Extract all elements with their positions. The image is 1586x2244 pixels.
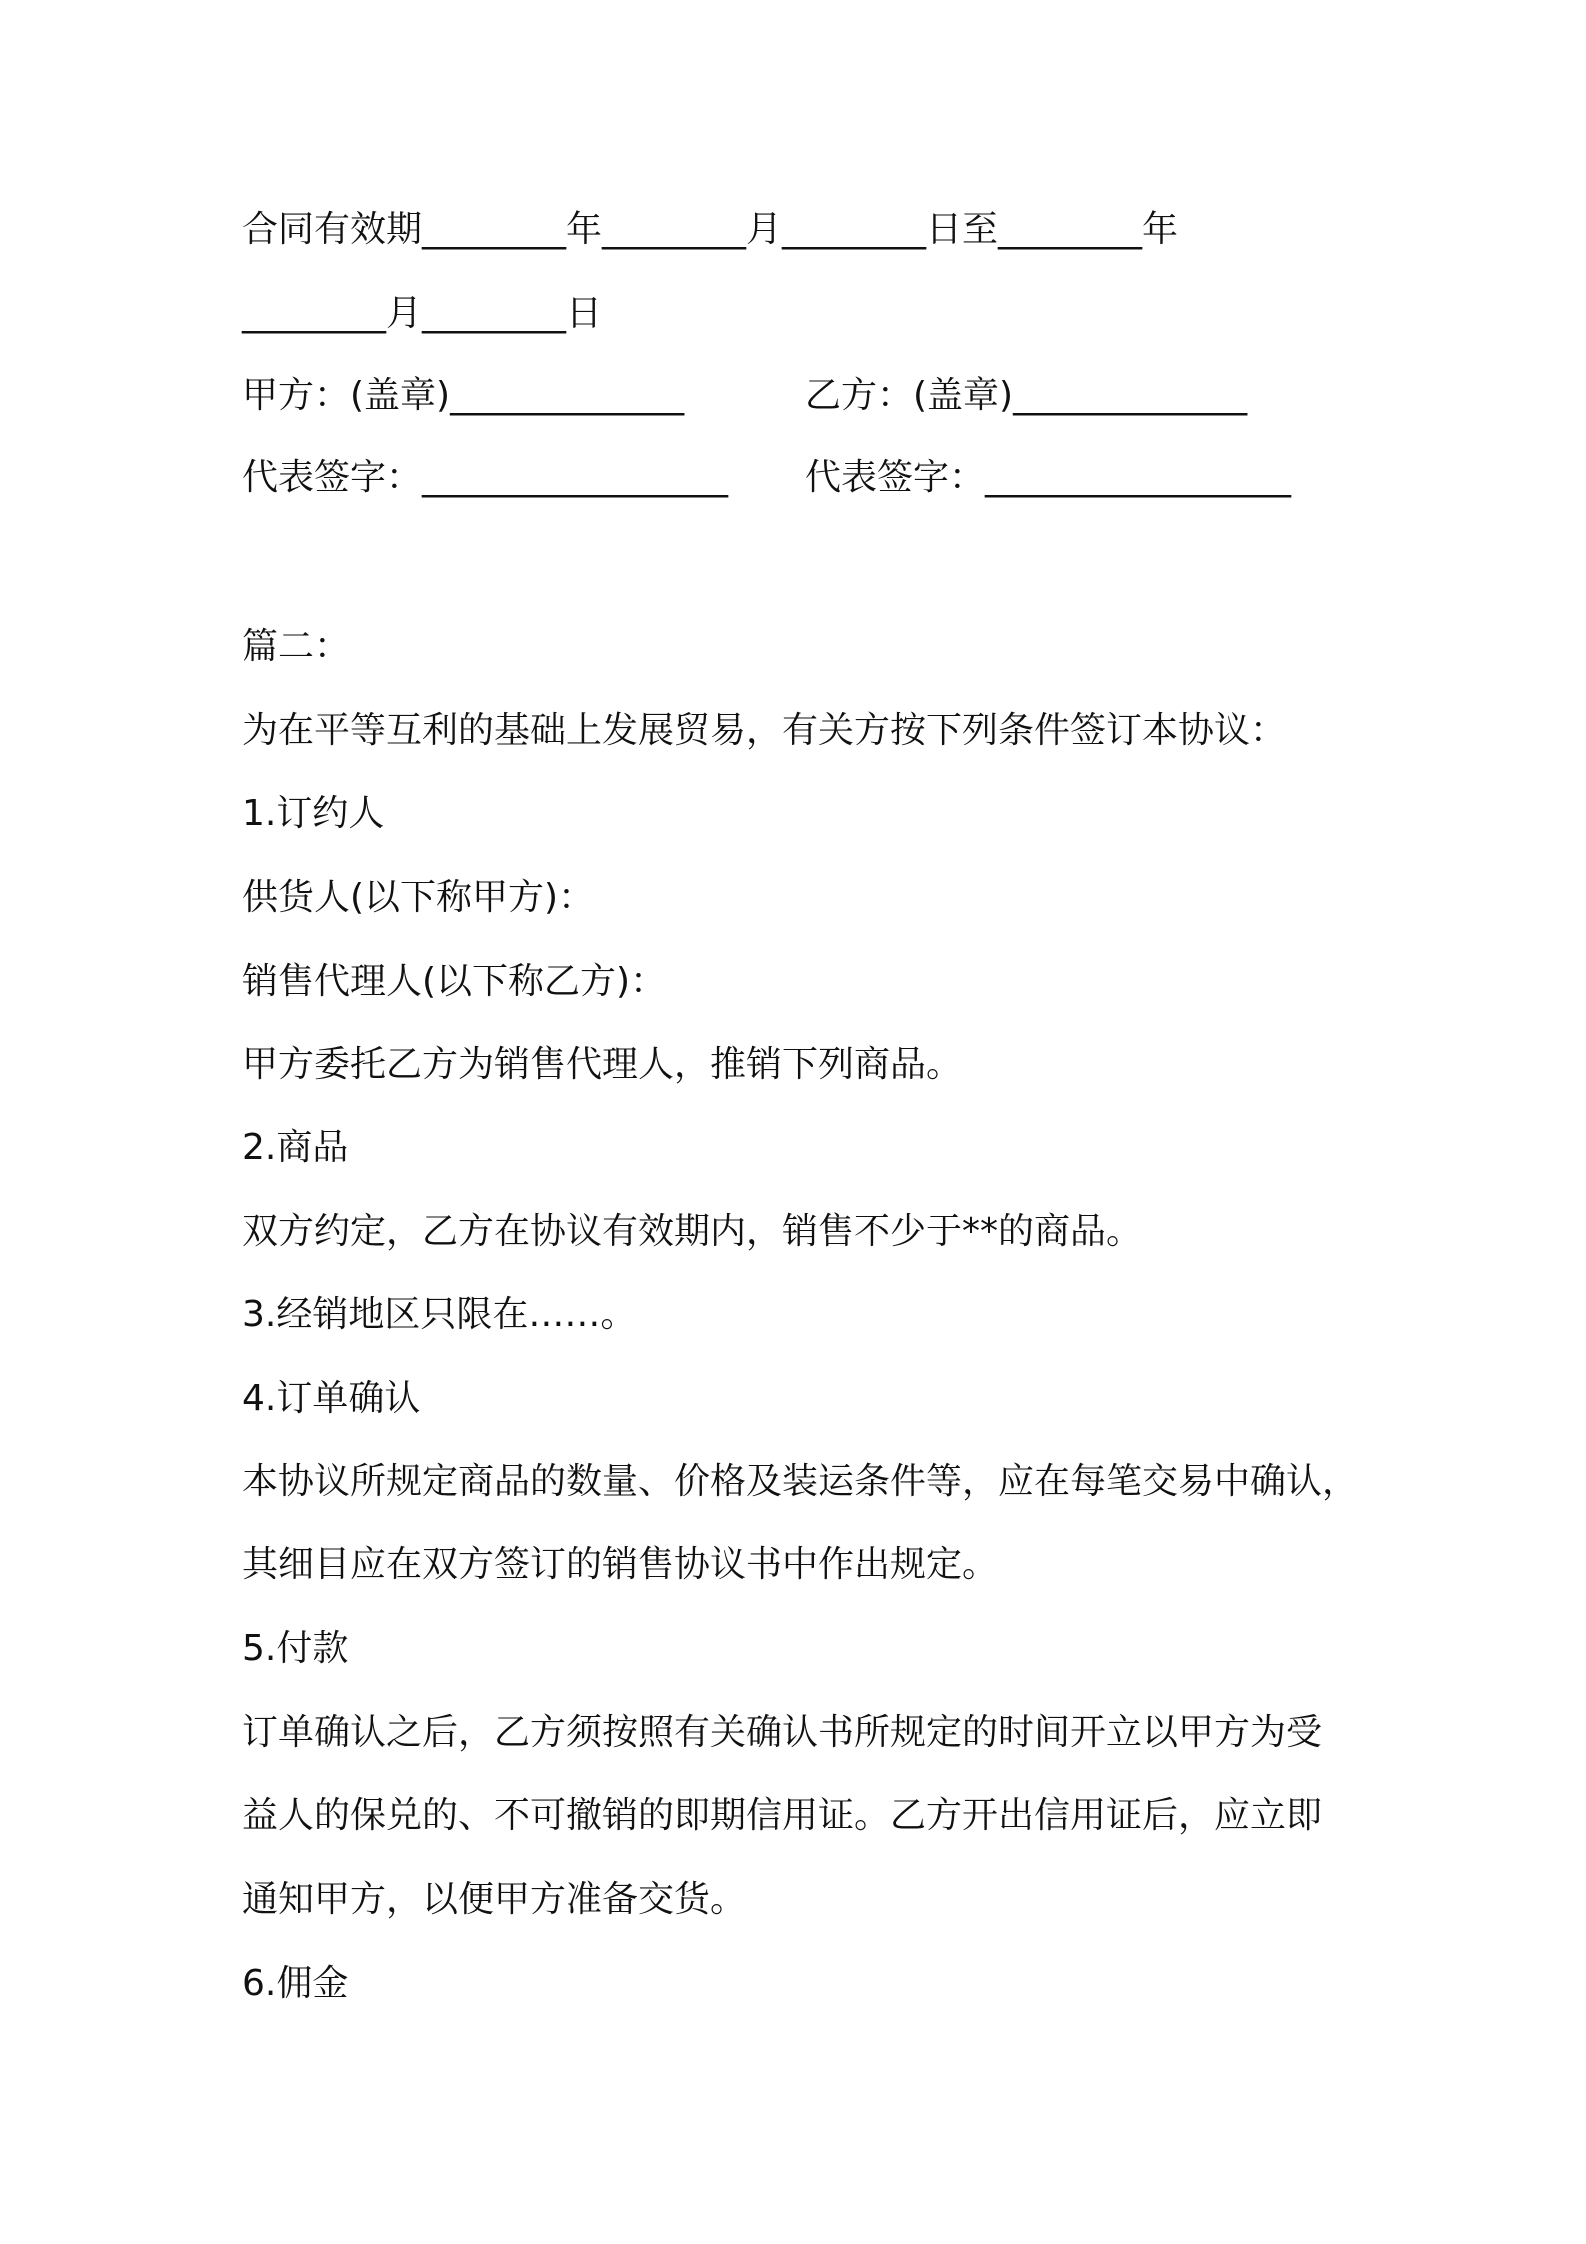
clause-1-body: 甲方委托乙方为销售代理人，推销下列商品。 — [242, 1044, 963, 1085]
clause-5-body-line-3: 通知甲方，以便甲方准备交货。 — [242, 1879, 747, 1920]
validity-line-2: ________月________日 — [242, 293, 602, 334]
party-a-representative: 代表签字：_________________ — [242, 457, 729, 498]
clause-5-title: 5.付款 — [242, 1628, 349, 1669]
clause-5-body-line-1: 订单确认之后，乙方须按照有关确认书所规定的时间开立以甲方为受 — [242, 1712, 1323, 1753]
clause-4-title: 4.订单确认 — [242, 1378, 421, 1419]
intro-paragraph: 为在平等互利的基础上发展贸易，有关方按下列条件签订本协议： — [242, 710, 1287, 751]
clause-5-body-line-2: 益人的保兑的、不可撤销的即期信用证。乙方开出信用证后，应立即 — [242, 1795, 1323, 1836]
validity-line-1: 合同有效期________年________月________日至________年 — [242, 209, 1179, 250]
clause-4-body-line-2: 其细目应在双方签订的销售协议书中作出规定。 — [242, 1544, 999, 1585]
party-b-representative: 代表签字：_________________ — [805, 457, 1292, 498]
clause-3-title: 3.经销地区只限在……。 — [242, 1294, 637, 1335]
party-a-seal: 甲方：(盖章)_____________ — [242, 375, 685, 416]
clause-2-body: 双方约定，乙方在协议有效期内，销售不少于**的商品。 — [242, 1211, 1143, 1252]
clause-6-title: 6.佣金 — [242, 1963, 349, 2004]
clause-4-body-line-1: 本协议所规定商品的数量、价格及装运条件等，应在每笔交易中确认， — [242, 1461, 1359, 1502]
clause-1-title: 1.订约人 — [242, 793, 385, 834]
clause-2-title: 2.商品 — [242, 1127, 349, 1168]
clause-1-supplier: 供货人(以下称甲方)： — [242, 877, 595, 918]
section-title: 篇二： — [242, 626, 351, 667]
clause-1-agent: 销售代理人(以下称乙方)： — [242, 961, 667, 1002]
party-b-seal: 乙方：(盖章)_____________ — [805, 375, 1248, 416]
